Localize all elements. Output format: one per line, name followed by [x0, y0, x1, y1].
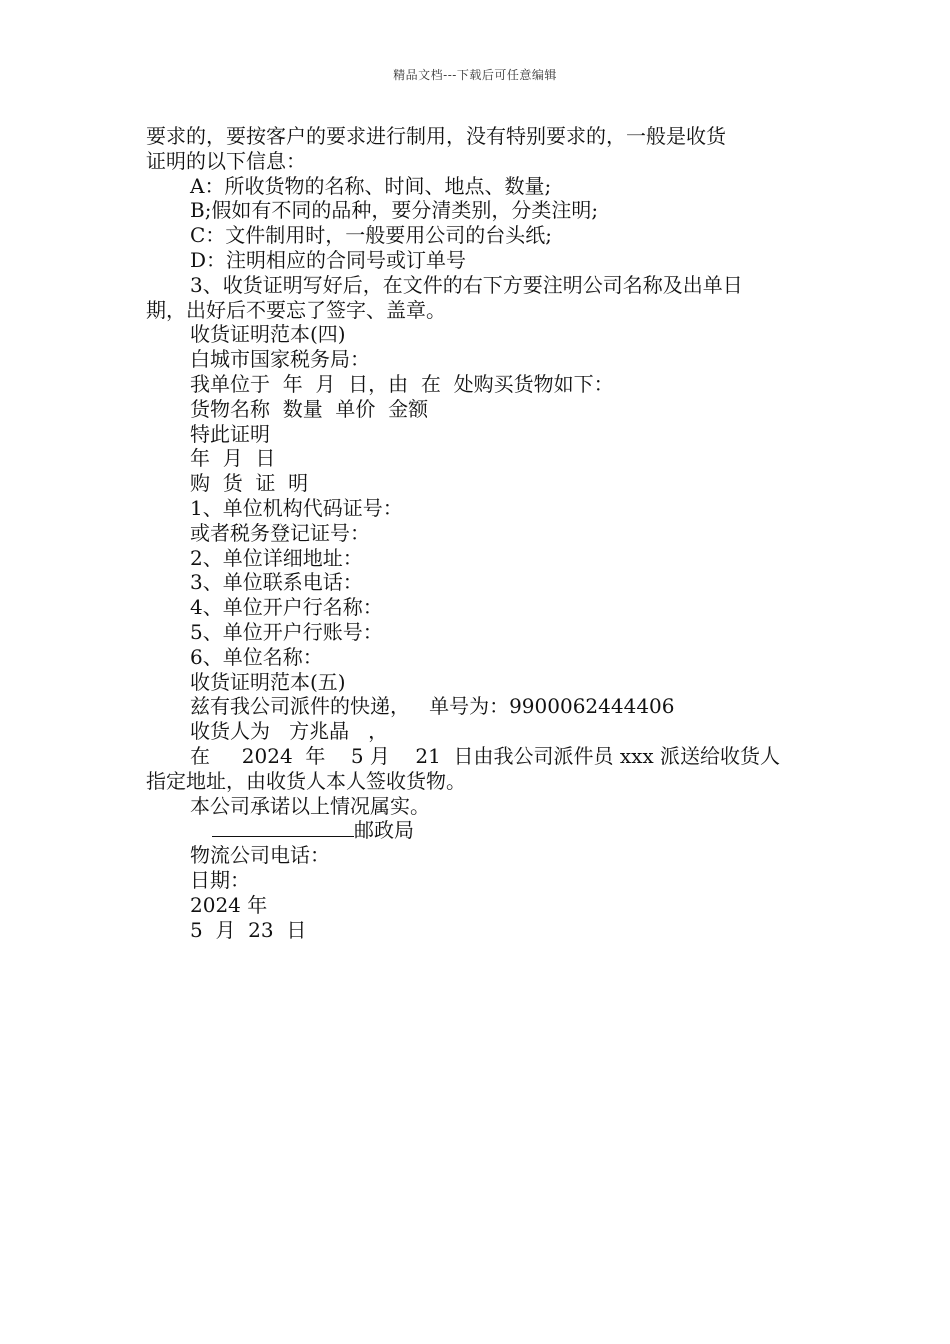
field-line: 5、单位开户行账号： — [190, 619, 383, 644]
page-header: 精品文档---下载后可任意编辑 — [393, 68, 557, 82]
date-year: 2024 年 — [190, 892, 268, 917]
text-line: 物流公司电话： — [190, 843, 330, 868]
text-line: 兹有我公司派件的快递， 单号为：9900062444406 — [190, 694, 675, 719]
field-line: 3、单位联系电话： — [190, 570, 363, 595]
text-line: 日期： — [190, 867, 250, 892]
text-line: 期，出好后不要忘了签字、盖章。 — [146, 297, 446, 322]
field-line: 4、单位开户行名称： — [190, 595, 383, 620]
date-line: 年 月 日 — [190, 446, 276, 471]
field-line: 6、单位名称： — [190, 644, 323, 669]
text-line: 要求的，要按客户的要求进行制用，没有特别要求的，一般是收货 — [146, 124, 726, 148]
list-item-d: D：注明相应的合同号或订单号 — [190, 247, 467, 272]
text-line: 我单位于 年 月 日，由 在 处购买货物如下： — [190, 371, 614, 396]
signature-line — [146, 818, 810, 843]
text-line: 指定地址，由收货人本人签收货物。 — [146, 768, 466, 793]
list-item-b: B;假如有不同的品种，要分清类别，分类注明; — [190, 198, 599, 223]
field-line: 1、单位机构代码证号： — [190, 495, 403, 520]
certificate-title: 购 货 证 明 — [190, 471, 309, 496]
signature-blank — [212, 818, 354, 837]
text-line: 证明的以下信息： — [146, 148, 306, 173]
field-line: 2、单位详细地址： — [190, 545, 363, 570]
text-line: 特此证明 — [190, 421, 270, 446]
document-body — [146, 124, 810, 942]
field-line: 或者税务登记证号： — [190, 520, 370, 545]
section-heading-4: 收货证明范本(四) — [190, 322, 346, 347]
text-line: 在 2024 年 5 月 21 日由我公司派件员 xxx 派送给收货人 — [190, 743, 781, 768]
list-item-a: A：所收货物的名称、时间、地点、数量; — [190, 173, 552, 198]
date-month-day: 5 月 23 日 — [190, 917, 307, 942]
text-line: 本公司承诺以上情况属实。 — [190, 793, 430, 818]
recipient-line: 白城市国家税务局： — [190, 347, 370, 372]
list-item-c: C：文件制用时，一般要用公司的台头纸; — [190, 223, 553, 248]
goods-header-line: 货物名称 数量 单价 金额 — [190, 396, 429, 421]
text-line: 3、收货证明写好后，在文件的右下方要注明公司名称及出单日 — [190, 272, 743, 297]
post-office-label: 邮政局 — [354, 818, 414, 843]
section-heading-5: 收货证明范本(五) — [190, 669, 346, 694]
text-line: 收货人为 方兆晶 ， — [190, 719, 389, 744]
